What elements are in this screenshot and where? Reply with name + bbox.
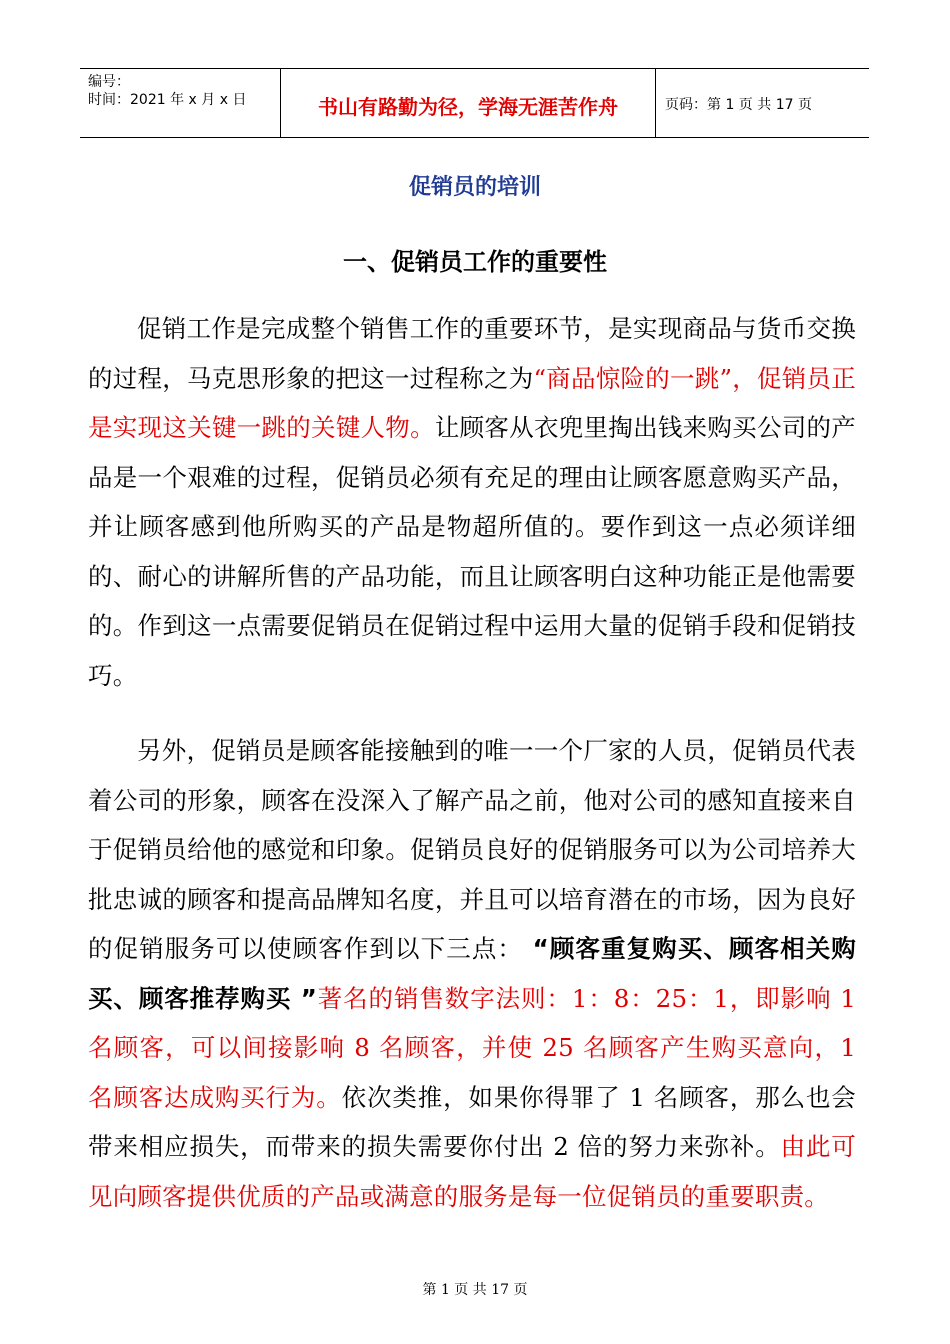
p2-three-points: “顾客重复购买、顾客相关购买、顾客推荐购买 ” — [88, 934, 856, 1013]
p1-sentence-1: 促销工作是完成整个销售工作的重要环节，是实现商品与货币交换的过程，马克思形象的把这一过程称之为 — [88, 314, 856, 393]
p1-sentence-3: 让顾客从衣兜里掏出钱来购买公司的产品是一个艰难的过程，促销员必须有充足的理由让顾客愿意购买产品，并让顾客感到他所购买的产品是物超所值的。要作到这一点必须详细的、耐心的讲解所售的产品功能，而且让顾客明白这种功能正是他需要的。作到这一点需要促销员在促销过程中运用大量的促销手段和促销技巧。 — [88, 413, 856, 690]
page-info: 页码：第 1 页 共 17 页 — [665, 97, 812, 113]
header-meta-cell — [80, 69, 280, 137]
time-label: 时间：2021 年 x 月 x 日 — [88, 92, 247, 108]
number-label: 编号： — [88, 74, 130, 90]
document-title: 促销员的培训 — [408, 175, 541, 200]
section-heading: 一、促销员工作的重要性 — [343, 248, 607, 276]
paragraph-1 — [88, 304, 856, 700]
p2-sentence-1: 另外，促销员是顾客能接触到的唯一一个厂家的人员，促销员代表着公司的形象，顾客在没深入了解产品之前，他对公司的感知直接来自于促销员给他的感觉和印象。促销员良好的促销服务可以为公司培养大批忠诚的顾客和提高品牌知名度，并且可以培育潜在的市场，因为良好的促销服务可以使顾客作到以下三点： — [88, 736, 856, 963]
header-page-cell — [655, 69, 869, 137]
header-motto-cell — [280, 69, 656, 137]
motto: 书山有路勤为径，学海无涯苦作舟 — [318, 95, 618, 119]
p2-conclusion: 由此可见向顾客提供优质的产品或满意的服务是每一位促销员的重要职责。 — [88, 1132, 856, 1211]
p2-sales-rule: 著名的销售数字法则：1：8：25：1，即影响 1 名顾客，可以间接影响 8 名顾客，并使 25 名顾客产生购买意向，1 名顾客达成购买行为。 — [88, 983, 856, 1112]
page-footer: 第 1 页 共 17 页 — [422, 1282, 528, 1298]
paragraph-2 — [88, 726, 856, 1221]
p1-highlight: “商品惊险的一跳”，促销员正是实现这关键一跳的关键人物。 — [88, 363, 856, 442]
p2-sentence-4: 依次类推，如果你得罪了 1 名顾客，那么也会带来相应损失，而带来的损失需要你付出 2 倍的努力来弥补。 — [88, 1082, 857, 1161]
document-header — [80, 68, 869, 138]
